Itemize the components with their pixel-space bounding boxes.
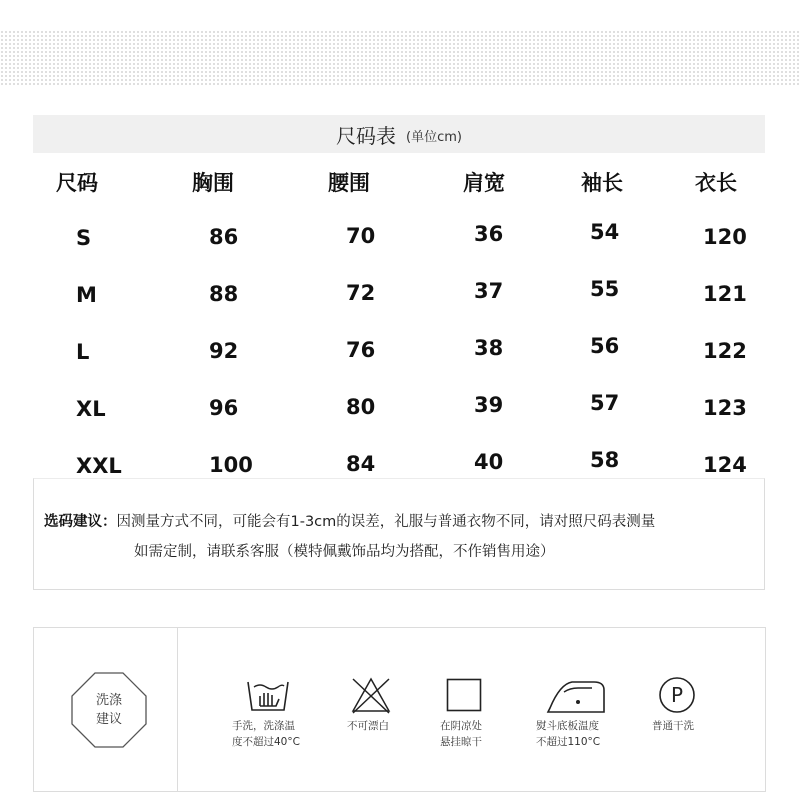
table-cell-length: 120 xyxy=(703,225,747,249)
size-advice-box xyxy=(33,478,765,590)
table-cell-chest: 86 xyxy=(209,225,239,249)
wash-advice-badge-line-2: 建议 xyxy=(95,712,122,727)
table-cell-waist: 80 xyxy=(346,395,376,419)
table-cell-length: 123 xyxy=(703,396,747,420)
table-cell-shoulder: 37 xyxy=(474,279,504,303)
shade-dry-caption xyxy=(440,718,482,750)
shade-dry-caption-line-2: 悬挂晾干 xyxy=(440,736,482,748)
size-advice-line-1 xyxy=(44,510,655,531)
iron-caption-line-1: 熨斗底板温度 xyxy=(536,720,599,732)
dry-clean-letter: P xyxy=(670,683,684,707)
wash-advice-badge-line-1: 洗涤 xyxy=(95,693,122,708)
table-cell-length: 122 xyxy=(703,339,747,363)
column-header-shoulder: 肩宽 xyxy=(463,171,505,195)
column-header-length: 衣长 xyxy=(695,171,737,195)
table-cell-shoulder: 36 xyxy=(474,222,504,246)
shade-dry-caption-line-1: 在阴凉处 xyxy=(440,720,482,732)
shade-dry-icon xyxy=(446,678,482,712)
table-cell-shoulder: 40 xyxy=(474,450,504,474)
table-cell-waist: 70 xyxy=(346,224,376,248)
table-cell-size: XL xyxy=(76,397,106,421)
dry-clean-caption xyxy=(652,718,694,734)
table-cell-length: 124 xyxy=(703,453,747,477)
size-advice-label: 选码建议： xyxy=(44,514,117,530)
hand-wash-caption-line-1: 手洗，洗涤温 xyxy=(232,720,295,732)
hand-wash-icon xyxy=(246,678,290,712)
size-advice-text-1: 因测量方式不同，可能会有1-3cm的误差，礼服与普通衣物不同，请对照尺码表测量 xyxy=(116,514,656,530)
column-header-chest: 胸围 xyxy=(192,171,234,195)
table-cell-waist: 72 xyxy=(346,281,376,305)
column-header-size: 尺码 xyxy=(56,171,98,195)
table-cell-size: M xyxy=(76,283,97,307)
iron-caption xyxy=(536,718,600,750)
care-divider xyxy=(177,628,178,791)
dry-clean-icon xyxy=(658,676,696,714)
table-cell-size: S xyxy=(76,226,92,250)
column-header-sleeve: 袖长 xyxy=(581,171,623,195)
dotted-banner xyxy=(0,30,800,85)
no-bleach-icon xyxy=(350,676,392,714)
hand-wash-caption-line-2: 度不超过40°C xyxy=(232,736,300,748)
table-cell-chest: 88 xyxy=(209,282,239,306)
table-cell-length: 121 xyxy=(703,282,747,306)
table-cell-sleeve: 58 xyxy=(590,448,620,472)
table-cell-sleeve: 56 xyxy=(590,334,620,358)
table-cell-chest: 100 xyxy=(209,453,253,477)
table-cell-size: L xyxy=(76,340,90,364)
hand-wash-caption xyxy=(232,718,300,750)
wash-advice-badge xyxy=(69,691,149,729)
size-chart-header xyxy=(33,115,765,153)
iron-caption-line-2: 不超过110°C xyxy=(536,736,601,748)
table-cell-shoulder: 38 xyxy=(474,336,504,360)
size-chart-title: 尺码表 xyxy=(336,123,397,148)
table-cell-sleeve: 54 xyxy=(590,220,620,244)
column-header-waist: 腰围 xyxy=(328,171,370,195)
table-cell-sleeve: 57 xyxy=(590,391,620,415)
dry-clean-caption-line-1: 普通干洗 xyxy=(652,720,694,732)
table-cell-sleeve: 55 xyxy=(590,277,620,301)
table-cell-shoulder: 39 xyxy=(474,393,504,417)
table-cell-waist: 76 xyxy=(346,338,376,362)
iron-icon xyxy=(546,678,606,714)
table-cell-chest: 92 xyxy=(209,339,239,363)
size-chart-unit: (单位cm) xyxy=(406,130,462,145)
table-cell-waist: 84 xyxy=(346,452,376,476)
size-advice-line-2: 如需定制，请联系客服（模特佩戴饰品均为搭配，不作销售用途） xyxy=(134,544,555,560)
table-cell-size: XXL xyxy=(76,454,122,478)
table-cell-chest: 96 xyxy=(209,396,239,420)
no-bleach-caption xyxy=(347,718,389,734)
no-bleach-caption-line-1: 不可漂白 xyxy=(347,720,389,732)
care-instructions-box xyxy=(33,627,766,792)
